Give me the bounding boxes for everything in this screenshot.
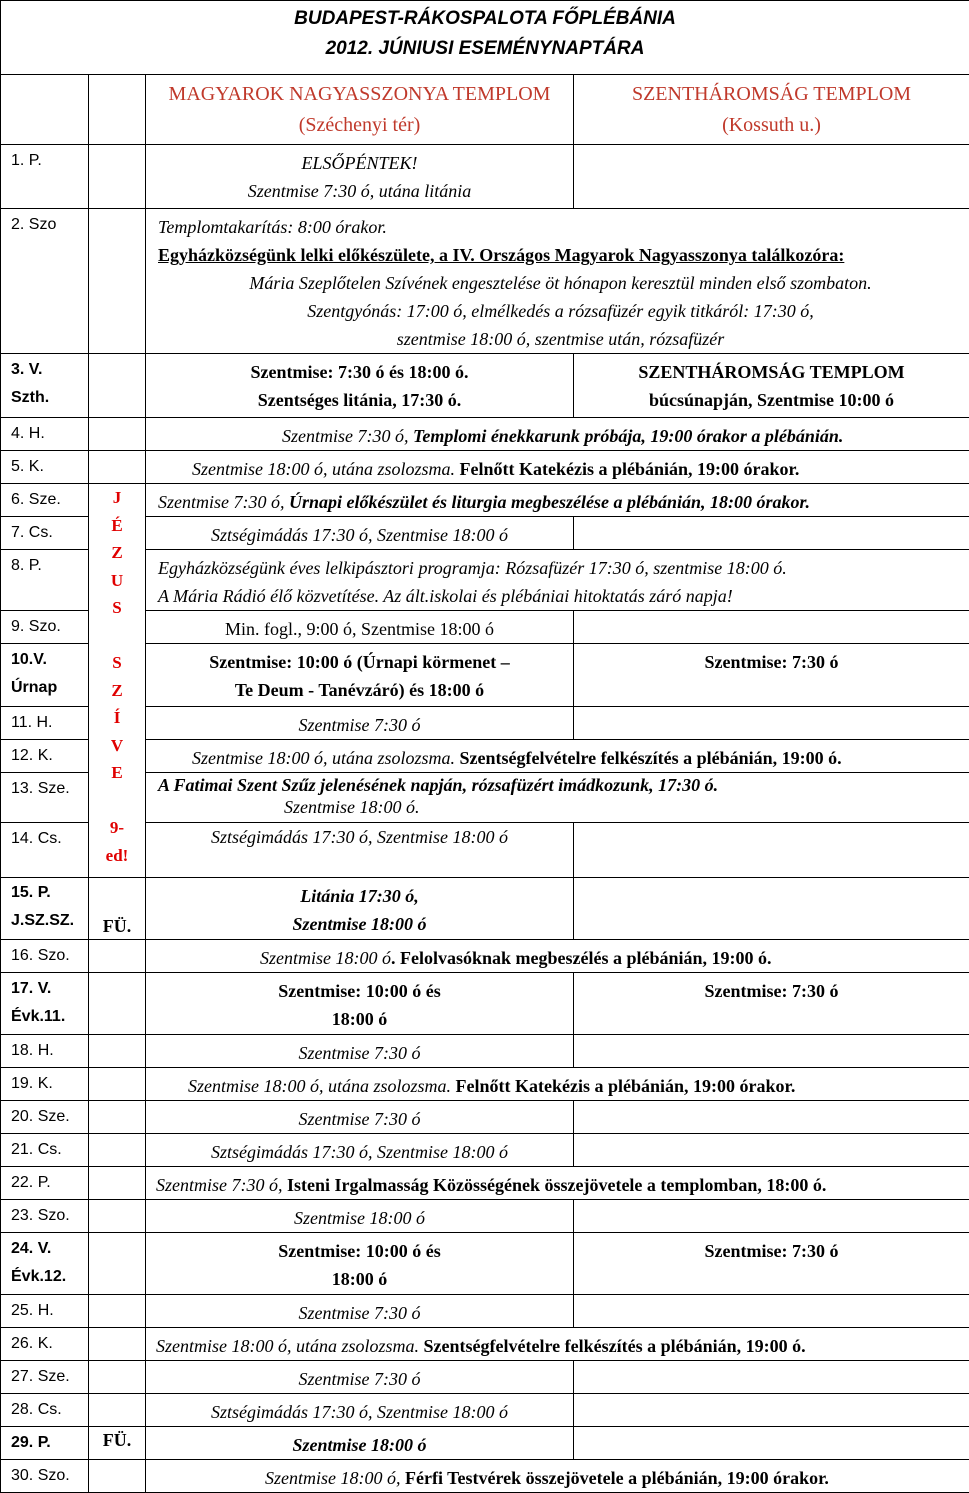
day-row [1, 1427, 969, 1460]
event-text-bold: Férfi Testvérek összejövetele a plébánián, 19:00 órakor. [405, 1468, 829, 1488]
event-text-bold: A Fatimai Szent Szűz jelenésének napján, rózsafüzért imádkozunk, 17:30 ó. [158, 773, 963, 797]
event-text: ELSŐPÉNTEK! [152, 149, 567, 177]
note-cell [89, 1035, 146, 1068]
event-text-bold: Templomi énekkarunk próbája, 19:00 órakor a plébánián. [413, 426, 843, 446]
event-text: Sztségimádás 17:30 ó, Szentmise 18:00 ó [152, 1398, 567, 1426]
fu-note: FÜ. [89, 878, 146, 940]
note-cell [89, 1295, 146, 1328]
event-cell [146, 1295, 574, 1328]
note-cell [89, 418, 146, 451]
event-text: Szentmise: 7:30 ó [580, 648, 963, 676]
event-text: Mária Szeplőtelen Szívének engesztelése öt hónapon keresztül minden első szombaton. [158, 269, 963, 297]
event-text: Szentmise 18:00 ó, utána zsolozsma. [156, 1336, 424, 1356]
note-cell [89, 209, 146, 354]
day-row [1, 878, 969, 940]
day-label: 30. Szo. [1, 1460, 89, 1493]
day-label: 6. Sze. [1, 484, 89, 517]
day-row [1, 1068, 969, 1101]
note-cell [89, 1200, 146, 1233]
event-text: Templomtakarítás: 8:00 órakor. [158, 213, 963, 241]
note-cell [89, 354, 146, 418]
note-cell [89, 145, 146, 209]
event-cell [146, 1328, 969, 1361]
day-row [1, 707, 969, 740]
event-text: Szentgyónás: 17:00 ó, elmélkedés a rózsafüzér egyik titkáról: 17:30 ó, [158, 297, 963, 325]
day-row [1, 209, 969, 354]
day-label [1, 973, 89, 1035]
event-text: Egyházközségünk éves lelkipásztori programja: Rózsafüzér 17:30 ó, szentmise 18:00 ó. [158, 554, 963, 582]
day-label-feast: J.SZ.SZ. [11, 907, 88, 935]
event-cell [146, 1134, 574, 1167]
header-empty-day [1, 75, 89, 145]
event-cell [146, 451, 969, 484]
event-cell [146, 550, 969, 611]
event-text: Szentmise: 10:00 ó és [152, 1237, 567, 1265]
day-label: 18. H. [1, 1035, 89, 1068]
event-text: Szentséges litánia, 17:30 ó. [152, 386, 567, 414]
event-cell-right [574, 1233, 969, 1295]
event-cell [146, 823, 574, 878]
event-cell [146, 1361, 574, 1394]
day-row [1, 1035, 969, 1068]
event-cell-right [574, 1361, 969, 1394]
header-right-church [574, 75, 969, 145]
day-label [1, 354, 89, 418]
note-cell [89, 1328, 146, 1361]
event-cell [146, 517, 574, 550]
day-row [1, 740, 969, 773]
event-cell [146, 1394, 574, 1427]
event-cell [146, 354, 574, 418]
note-cell [89, 940, 146, 973]
day-row [1, 1295, 969, 1328]
day-label: 28. Cs. [1, 1394, 89, 1427]
day-label [1, 878, 89, 940]
day-label: 22. P. [1, 1167, 89, 1200]
event-cell-right [574, 878, 969, 940]
event-cell [146, 484, 969, 517]
event-cell-right [574, 1035, 969, 1068]
event-text: Szentmise 7:30 ó [152, 1299, 567, 1327]
event-text: Te Deum - Tanévzáró) és 18:00 ó [152, 676, 567, 704]
event-text: Egyházközségünk lelki előkészülete, a IV. Országos Magyarok Nagyasszonya találkozóra: [158, 241, 963, 269]
day-label: 9. Szo. [1, 611, 89, 644]
day-row [1, 451, 969, 484]
event-text: Szentmise 7:30 ó, [158, 492, 289, 512]
day-row [1, 145, 969, 209]
jesus-heart-vertical-label: J É Z U S S Z Í V E 9- ed! [89, 484, 146, 878]
event-cell [146, 1233, 574, 1295]
day-label [1, 644, 89, 707]
event-text: Szentmise 18:00 ó [152, 910, 567, 938]
right-church-name: SZENTHÁROMSÁG TEMPLOM [574, 79, 969, 110]
event-text: Szentmise: 10:00 ó és [152, 977, 567, 1005]
day-label-date: 10.V. [11, 646, 88, 674]
note-cell [89, 1134, 146, 1167]
event-text: Szentmise 7:30 ó [152, 711, 567, 739]
note-cell [89, 1167, 146, 1200]
day-label: 27. Sze. [1, 1361, 89, 1394]
day-label: 7. Cs. [1, 517, 89, 550]
event-cell [146, 1200, 574, 1233]
event-cell [146, 973, 574, 1035]
day-label-feast: Évk.12. [11, 1263, 88, 1291]
day-row [1, 1134, 969, 1167]
day-label: 12. K. [1, 740, 89, 773]
event-text-bold: Felnőtt Katekézis a plébánián, 19:00 órakor. [456, 1076, 796, 1096]
day-row [1, 1200, 969, 1233]
event-cell-right [574, 644, 969, 707]
day-row [1, 550, 969, 611]
day-label: 14. Cs. [1, 823, 89, 878]
left-church-name: MAGYAROK NAGYASSZONYA TEMPLOM [146, 79, 573, 110]
event-text: Szentmise 18:00 ó, utána zsolozsma. [192, 748, 460, 768]
day-label-date: 17. V. [11, 975, 88, 1003]
event-text: Szentmise 7:30 ó [152, 1039, 567, 1067]
event-cell-right [574, 707, 969, 740]
right-church-place: (Kossuth u.) [574, 110, 969, 141]
day-row [1, 611, 969, 644]
day-label: 11. H. [1, 707, 89, 740]
event-text: 18:00 ó [152, 1265, 567, 1293]
note-cell [89, 451, 146, 484]
title-parish: BUDAPEST-RÁKOSPALOTA FŐPLÉBÁNIA [1, 4, 969, 34]
event-cell-right [574, 611, 969, 644]
event-cell-right [574, 354, 969, 418]
event-text: szentmise 18:00 ó, szentmise után, rózsafüzér [158, 325, 963, 353]
note-cell [89, 973, 146, 1035]
event-text-bold: Úrnapi előkészület és liturgia megbeszélése a plébánián, 18:00 órakor. [289, 492, 810, 512]
day-row [1, 1233, 969, 1295]
event-cell [146, 740, 969, 773]
event-cell [146, 707, 574, 740]
day-label-feast: Úrnap [11, 674, 88, 702]
event-cell [146, 1427, 574, 1460]
day-row [1, 1101, 969, 1134]
day-label-date: 24. V. [11, 1235, 88, 1263]
day-label: 1. P. [1, 145, 89, 209]
event-text: Szentmise 18:00 ó, utána zsolozsma. [192, 459, 460, 479]
event-text: Szentmise 7:30 ó, utána litánia [152, 177, 567, 205]
day-row [1, 1167, 969, 1200]
event-cell [146, 209, 969, 354]
event-text: Szentmise 18:00 ó [152, 1431, 567, 1459]
note-cell [89, 1361, 146, 1394]
event-text-bold: . Felolvasóknak megbeszélés a plébánián, 19:00 ó. [391, 948, 772, 968]
event-text-bold: Felnőtt Katekézis a plébánián, 19:00 órakor. [460, 459, 800, 479]
event-text: SZENTHÁROMSÁG TEMPLOM [580, 358, 963, 386]
event-cell [146, 1167, 969, 1200]
event-cell [146, 940, 969, 973]
event-text: 18:00 ó [152, 1005, 567, 1033]
event-text: búcsúnapján, Szentmise 10:00 ó [580, 386, 963, 414]
event-text: Szentmise 7:30 ó, [156, 1175, 287, 1195]
day-label: 25. H. [1, 1295, 89, 1328]
event-cell [146, 773, 969, 823]
day-label-feast: Szth. [11, 384, 88, 412]
day-row [1, 940, 969, 973]
day-row [1, 773, 969, 823]
event-cell-right [574, 145, 969, 209]
event-text: Szentmise 18:00 ó, utána zsolozsma. [188, 1076, 456, 1096]
event-text: Min. fogl., 9:00 ó, Szentmise 18:00 ó [152, 615, 567, 643]
event-text: Szentmise 18:00 ó, [265, 1468, 405, 1488]
day-label: 19. K. [1, 1068, 89, 1101]
note-cell [89, 1068, 146, 1101]
note-cell [89, 1101, 146, 1134]
day-label: 21. Cs. [1, 1134, 89, 1167]
event-cell [146, 1035, 574, 1068]
day-row [1, 1460, 969, 1493]
event-text: Szentmise 18:00 ó [152, 1204, 567, 1232]
event-text: Litánia 17:30 ó, [152, 882, 567, 910]
event-text: Szentmise: 7:30 ó [580, 1237, 963, 1265]
event-text: Szentmise: 7:30 ó [580, 977, 963, 1005]
event-cell [146, 418, 969, 451]
note-cell [89, 1460, 146, 1493]
event-text: Szentmise 7:30 ó, [282, 426, 413, 446]
day-label: 23. Szo. [1, 1200, 89, 1233]
event-text-bold: Isteni Irgalmasság Közösségének összejövetele a templomban, 18:00 ó. [287, 1175, 826, 1195]
day-label: 20. Sze. [1, 1101, 89, 1134]
event-cell-right [574, 1394, 969, 1427]
event-text: Sztségimádás 17:30 ó, Szentmise 18:00 ó [152, 823, 567, 851]
event-text: Szentmise 7:30 ó [152, 1365, 567, 1393]
event-cell-right [574, 823, 969, 878]
day-label-feast: Évk.11. [11, 1003, 88, 1031]
day-row [1, 823, 969, 878]
event-cell-right [574, 1101, 969, 1134]
day-label [1, 1233, 89, 1295]
event-cell-right [574, 1200, 969, 1233]
left-church-place: (Széchenyi tér) [146, 110, 573, 141]
day-label: 4. H. [1, 418, 89, 451]
note-cell [89, 1233, 146, 1295]
event-cell [146, 644, 574, 707]
event-cell-right [574, 1134, 969, 1167]
day-row [1, 354, 969, 418]
event-text-bold: Szentségfelvételre felkészítés a plébánián, 19:00 ó. [424, 1336, 806, 1356]
day-row [1, 418, 969, 451]
event-text: Sztségimádás 17:30 ó, Szentmise 18:00 ó [152, 1138, 567, 1166]
day-label: 8. P. [1, 550, 89, 611]
page-title [1, 1, 969, 75]
day-label: 29. P. [1, 1427, 89, 1460]
event-text: Sztségimádás 17:30 ó, Szentmise 18:00 ó [152, 521, 567, 549]
event-text-bold: Szentségfelvételre felkészítés a plébánián, 19:00 ó. [460, 748, 842, 768]
title-month: 2012. JÚNIUSI ESEMÉNYNAPTÁRA [1, 34, 969, 64]
day-label: 16. Szo. [1, 940, 89, 973]
day-row [1, 1328, 969, 1361]
day-row [1, 517, 969, 550]
event-cell [146, 1460, 969, 1493]
day-label: 2. Szo [1, 209, 89, 354]
day-label-date: 15. P. [11, 879, 88, 907]
day-label: 5. K. [1, 451, 89, 484]
day-row [1, 644, 969, 707]
event-cell [146, 611, 574, 644]
event-cell [146, 145, 574, 209]
day-label: 13. Sze. [1, 773, 89, 823]
note-cell [89, 1394, 146, 1427]
event-cell [146, 1101, 574, 1134]
day-row [1, 484, 969, 517]
event-cell [146, 878, 574, 940]
day-label: 26. K. [1, 1328, 89, 1361]
header-empty-note [89, 75, 146, 145]
day-row [1, 1394, 969, 1427]
event-text: A Mária Rádió élő közvetítése. Az ált.iskolai és plébániai hitoktatás záró napja! [158, 582, 963, 610]
header-left-church [146, 75, 574, 145]
day-row [1, 973, 969, 1035]
event-cell-right [574, 1427, 969, 1460]
day-row [1, 1361, 969, 1394]
event-cell-right [574, 517, 969, 550]
event-cell-right [574, 973, 969, 1035]
event-text: Szentmise 7:30 ó [152, 1105, 567, 1133]
event-cell-right [574, 1295, 969, 1328]
fu-note: FÜ. [89, 1427, 146, 1460]
day-label-date: 3. V. [11, 356, 88, 384]
event-cell [146, 1068, 969, 1101]
event-text: Szentmise: 7:30 ó és 18:00 ó. [152, 358, 567, 386]
event-text: Szentmise: 10:00 ó (Úrnapi körmenet – [152, 648, 567, 676]
event-text: Szentmise 18:00 ó [260, 948, 391, 968]
event-text: Szentmise 18:00 ó. [158, 797, 963, 817]
